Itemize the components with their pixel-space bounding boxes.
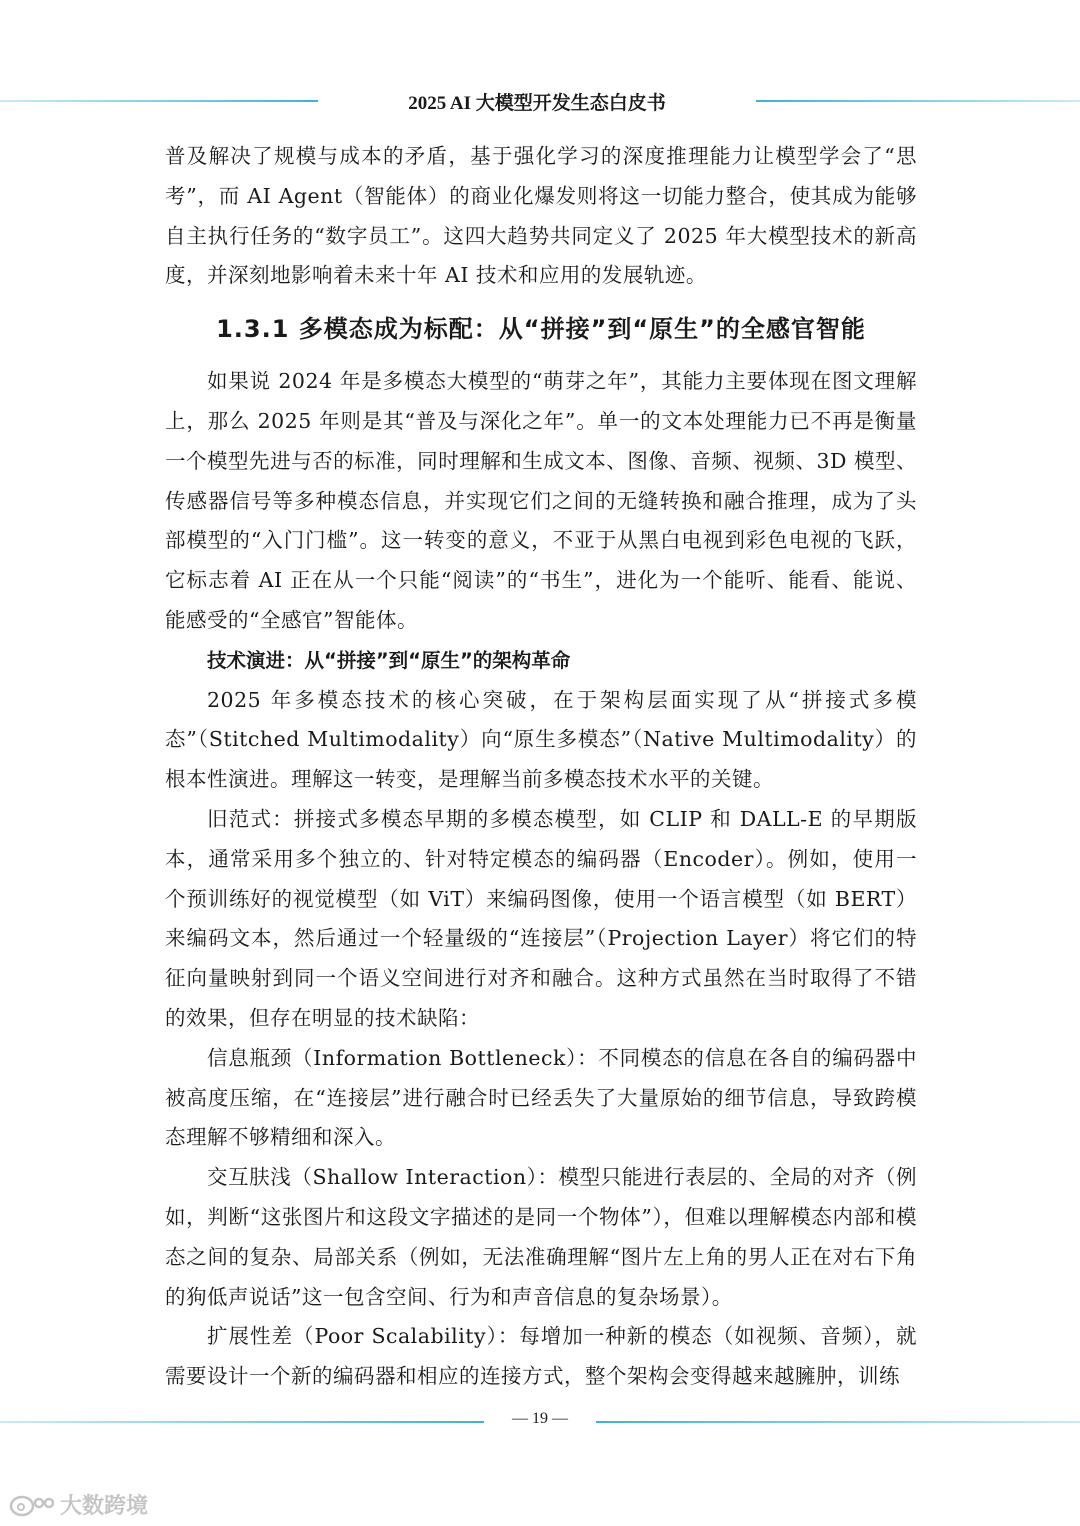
weibo-logo-icon	[8, 1489, 54, 1519]
header-title: 2025 AI 大模型开发生态白皮书	[408, 93, 666, 114]
section-heading: 1.3.1 多模态成为标配：从“拼接”到“原生”的全感官智能	[216, 315, 866, 344]
paragraph: 扩展性差（Poor Scalability）：每增加一种新的模态（如视频、音频），就需要设计一个新的编码器和相应的连接方式，整个架构会变得越来越臃肿，训练	[165, 1324, 917, 1389]
footer-rule-right	[596, 1421, 1080, 1423]
watermark	[8, 1487, 148, 1521]
header-rule-left	[0, 100, 318, 102]
paragraph: 交互肤浅（Shallow Interaction）：模型只能进行表层的、全局的对齐（例如，判断“这张图片和这段文字描述的是同一个物体”），但难以理解模态内部和模态之间的复杂、局部关系（例如，无法准确理解“图片左上角的男人正在对右下角的狗低声说话”这一包含空间、行为和声音信息的复杂场景）。	[165, 1165, 917, 1309]
paragraph: 普及解决了规模与成本的矛盾，基于强化学习的深度推理能力让模型学会了“思考”，而 AI Agent（智能体）的商业化爆发则将这一切能力整合，使其成为能够自主执行任务的“数字员工”。这四大趋势共同定义了 2025 年大模型技术的新高度，并深刻地影响着未来十年 AI 技术和应用的发展轨迹。	[165, 144, 917, 288]
page-body	[165, 137, 917, 1397]
paragraph: 旧范式：拼接式多模态早期的多模态模型，如 CLIP 和 DALL-E 的早期版本，通常采用多个独立的、针对特定模态的编码器（Encoder）。例如，使用一个预训练好的视觉模型（如 ViT）来编码图像，使用一个语言模型（如 BERT）来编码文本，然后通过一个轻量级的“连接层”（Projection Layer）将它们的特征向量映射到同一个语义空间进行对齐和融合。这种方式虽然在当时取得了不错的效果，但存在明显的技术缺陷：	[165, 806, 917, 1030]
paragraph: 信息瓶颈（Information Bottleneck）：不同模态的信息在各自的编码器中被高度压缩，在“连接层”进行融合时已经丢失了大量原始的细节信息，导致跨模态理解不够精细和深入。	[165, 1045, 917, 1150]
watermark-text: 大数跨境	[60, 1493, 149, 1519]
page-number: — 19 —	[512, 1410, 568, 1427]
paragraph: 如果说 2024 年是多模态大模型的“萌芽之年”，其能力主要体现在图文理解上，那么 2025 年则是其“普及与深化之年”。单一的文本处理能力已不再是衡量一个模型先进与否的标准，同时理解和生成文本、图像、音频、视频、3D 模型、传感器信号等多种模态信息，并实现它们之间的无缝转换和融合推理，成为了头部模型的“入门门槛”。这一转变的意义，不亚于从黑白电视到彩色电视的飞跃，它标志着 AI 正在从一个只能“阅读”的“书生”，进化为一个能听、能看、能说、能感受的“全感官”智能体。	[165, 369, 917, 632]
paragraph: 2025 年多模态技术的核心突破，在于架构层面实现了从“拼接式多模态”（Stitched Multimodality）向“原生多模态”（Native Multimodality）的根本性演进。理解这一转变，是理解当前多模态技术水平的关键。	[165, 687, 917, 792]
header-rule-right	[756, 100, 1080, 102]
subsection-heading: 技术演进：从“拼接”到“原生”的架构革命	[207, 648, 571, 672]
footer-rule-left	[0, 1421, 484, 1423]
